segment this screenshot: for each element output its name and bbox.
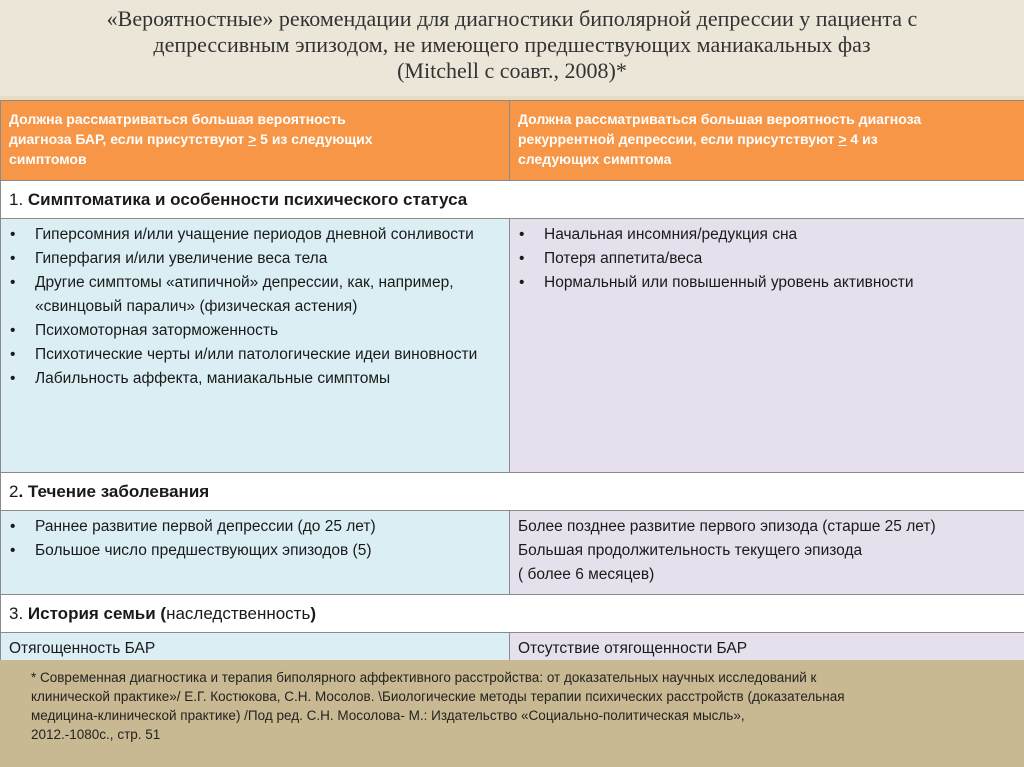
course-recurrent-cell: Более позднее развитие первого эпизода (старше 25 лет) Большая продолжительность текущего эпизода ( более 6 месяцев) [510, 511, 1024, 595]
section-course-row [1, 473, 1024, 511]
list-item: • Психотические черты и/или патологические идеи виновности [2, 343, 508, 367]
course-bipolar-list [2, 515, 508, 563]
header-bipolar: Должна рассматриваться большая вероятность диагноза БАР, если присутствуют > 5 из следующих симптомов [1, 101, 510, 181]
section-family-heading: 3. История семьи (наследственность) [1, 595, 1024, 633]
footnote-line-3: медицина-клинической практике) /Под ред. С.Н. Мосолова- М.: Издательство «Социально-политическая мысль», [31, 708, 745, 723]
symptoms-row [1, 219, 1024, 473]
footnote-line-2: клинической практике»/ Е.Г. Костюкова, С.Н. Мосолов. \Биологические методы терапии психических расстройств (доказательная [31, 689, 845, 704]
footnote-line-1: * Современная диагностика и терапия биполярного аффективного расстройства: от доказательных научных исследований к [31, 670, 817, 685]
family-recurrent-cell: Отсутствие отягощенности БАР [510, 633, 1024, 665]
section-course-heading: 2. Течение заболевания [1, 473, 1024, 511]
list-item: • Другие симптомы «атипичной» депрессии, как, например, «свинцовый паралич» (физическая астения) [2, 271, 508, 319]
list-item: • Психомоторная заторможенность [2, 319, 508, 343]
list-item: • Раннее развитие первой депрессии (до 25 лет) [2, 515, 508, 539]
title-line-1: «Вероятностные» рекомендации для диагностики биполярной депрессии у пациента с [106, 6, 918, 31]
header-row [1, 101, 1024, 181]
symptoms-recurrent-list [511, 223, 1023, 295]
list-item: • Гиперсомния и/или учащение периодов дневной сонливости [2, 223, 508, 247]
list-item: • Лабильность аффекта, маниакальные симптомы [2, 367, 508, 391]
list-item: • Гиперфагия и/или увеличение веса тела [2, 247, 508, 271]
list-item: • Нормальный или повышенный уровень активности [511, 271, 1023, 295]
title-line-2: депрессивным эпизодом, не имеющего предшествующих маниакальных фаз [153, 32, 871, 57]
section-family-row [1, 595, 1024, 633]
family-bipolar-cell: Отягощенность БАР [1, 633, 510, 665]
list-item: • Большое число предшествующих эпизодов (5) [2, 539, 508, 563]
title-line-3: (Mitchell с соавт., 2008)* [397, 58, 627, 83]
symptoms-bipolar-cell [1, 219, 510, 473]
slide-title [0, 0, 1024, 96]
symptoms-recurrent-cell [510, 219, 1024, 473]
footnote-line-4: 2012.-1080с., стр. 51 [31, 727, 161, 742]
criteria-table [0, 100, 1024, 665]
course-bipolar-cell [1, 511, 510, 595]
header-recurrent: Должна рассматриваться большая вероятность диагноза рекуррентной депрессии, если присутствуют > 4 из следующих симптома [510, 101, 1024, 181]
course-row [1, 511, 1024, 595]
footnote [0, 660, 1024, 767]
section-symptoms-heading: 1. Симптоматика и особенности психического статуса [1, 181, 1024, 219]
list-item: • Потеря аппетита/веса [511, 247, 1023, 271]
symptoms-bipolar-list [2, 223, 508, 391]
section-symptoms-row [1, 181, 1024, 219]
list-item: • Начальная инсомния/редукция сна [511, 223, 1023, 247]
